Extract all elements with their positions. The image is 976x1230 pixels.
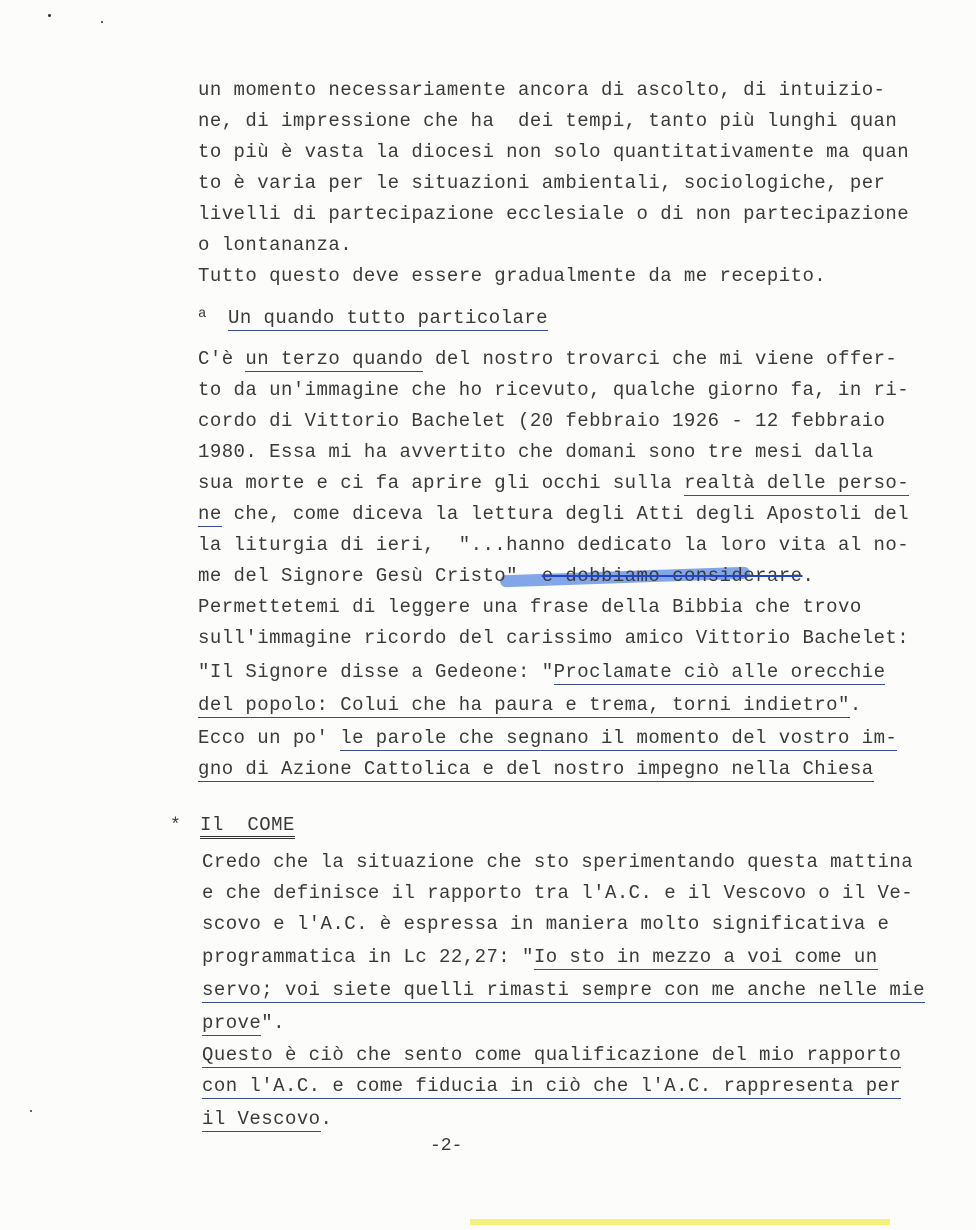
text-span: . xyxy=(849,694,862,716)
underlined-text: ne xyxy=(198,503,222,525)
text-span: "Il Signore disse a Gedeone: " xyxy=(198,661,554,683)
text-line xyxy=(198,726,897,750)
struck-text: e dobbiamo considerare xyxy=(541,565,803,587)
text-line xyxy=(202,978,925,1002)
text-line: la liturgia di ieri, "...hanno dedicato la loro vita al no- xyxy=(198,534,910,556)
underlined-text: le parole che segnano il momento del vostro im- xyxy=(340,727,898,749)
text-line xyxy=(202,1011,285,1035)
text-span: programmatica in Lc 22,27: " xyxy=(202,946,534,968)
text-span: del nostro trovarci che mi viene offer- xyxy=(423,348,898,370)
text-line xyxy=(198,693,862,717)
text-line xyxy=(198,564,814,588)
section-bullet: a xyxy=(198,306,207,322)
page-number: -2- xyxy=(430,1136,463,1156)
section-heading xyxy=(200,813,295,837)
underlined-text: Proclamate ciò alle orecchie xyxy=(553,661,886,683)
section-heading xyxy=(228,306,548,330)
underlined-text: il Vescovo xyxy=(202,1108,321,1130)
section-bullet: * xyxy=(170,816,181,836)
text-line: Tutto questo deve essere gradualmente da me recepito. xyxy=(198,265,827,287)
text-line: to più è vasta la diocesi non solo quantitativamente ma quan xyxy=(198,141,910,163)
text-span: . xyxy=(320,1108,333,1130)
text-span: ". xyxy=(261,1012,285,1034)
text-line: livelli di partecipazione ecclesiale o di non partecipazione xyxy=(198,203,910,225)
text-line xyxy=(198,502,909,526)
text-line xyxy=(198,347,897,371)
text-line: to è varia per le situazioni ambientali, sociologiche, per xyxy=(198,172,886,194)
scan-speck xyxy=(30,1110,32,1112)
text-span: che, come diceva la lettura degli Atti degli Apostoli del xyxy=(221,503,910,525)
scan-speck xyxy=(101,21,103,23)
text-span: me del Signore Gesù Cristo" xyxy=(198,565,542,587)
text-line: o lontananza. xyxy=(198,234,353,256)
text-line: Credo che la situazione che sto sperimentando questa mattina xyxy=(202,851,914,873)
underlined-text: servo; voi siete quelli rimasti sempre con me anche nelle mie xyxy=(202,979,925,1001)
text-span: . xyxy=(802,565,815,587)
double-underlined-heading: Il COME xyxy=(200,814,295,839)
text-span: Ecco un po' xyxy=(198,727,341,749)
text-span: C'è xyxy=(198,348,246,370)
text-line: cordo di Vittorio Bachelet (20 febbraio 1926 - 12 febbraio xyxy=(198,410,886,432)
highlighter-mark xyxy=(470,1219,890,1225)
underlined-text: Questo è ciò che sento come qualificazione del mio rapporto xyxy=(202,1044,902,1066)
text-line: e che definisce il rapporto tra l'A.C. e il Vescovo o il Ve- xyxy=(202,882,914,904)
text-line: ne, di impressione che ha dei tempi, tanto più lunghi quan xyxy=(198,110,898,132)
text-span: sua morte e ci fa aprire gli occhi sulla xyxy=(198,472,684,494)
text-line xyxy=(202,1107,332,1131)
text-line xyxy=(202,1074,901,1098)
text-line xyxy=(202,1043,901,1067)
text-line xyxy=(202,945,878,969)
underlined-text: del popolo: Colui che ha paura e trema, torni indietro" xyxy=(198,694,850,716)
underlined-heading: Un quando tutto particolare xyxy=(228,307,548,329)
text-line: scovo e l'A.C. è espressa in maniera molto significativa e xyxy=(202,913,890,935)
scan-speck xyxy=(48,14,51,17)
underlined-text: gno di Azione Cattolica e del nostro impegno nella Chiesa xyxy=(198,758,874,780)
text-line xyxy=(198,757,874,781)
text-line: 1980. Essa mi ha avvertito che domani sono tre mesi dalla xyxy=(198,441,874,463)
text-line: un momento necessariamente ancora di ascolto, di intuizio- xyxy=(198,79,886,101)
text-line: to da un'immagine che ho ricevuto, qualche giorno fa, in ri- xyxy=(198,379,910,401)
underlined-text: un terzo quando xyxy=(245,348,424,370)
underlined-text: realtà delle perso- xyxy=(683,472,910,494)
text-line: Permettetemi di leggere una frase della Bibbia che trovo xyxy=(198,596,862,618)
underlined-text: con l'A.C. e come fiducia in ciò che l'A.C. rappresenta per xyxy=(202,1075,902,1097)
text-line xyxy=(198,471,909,495)
text-line xyxy=(198,660,885,684)
underlined-text: Io sto in mezzo a voi come un xyxy=(533,946,878,968)
text-line: sull'immagine ricordo del carissimo amico Vittorio Bachelet: xyxy=(198,627,910,649)
underlined-text: prove xyxy=(202,1012,262,1034)
